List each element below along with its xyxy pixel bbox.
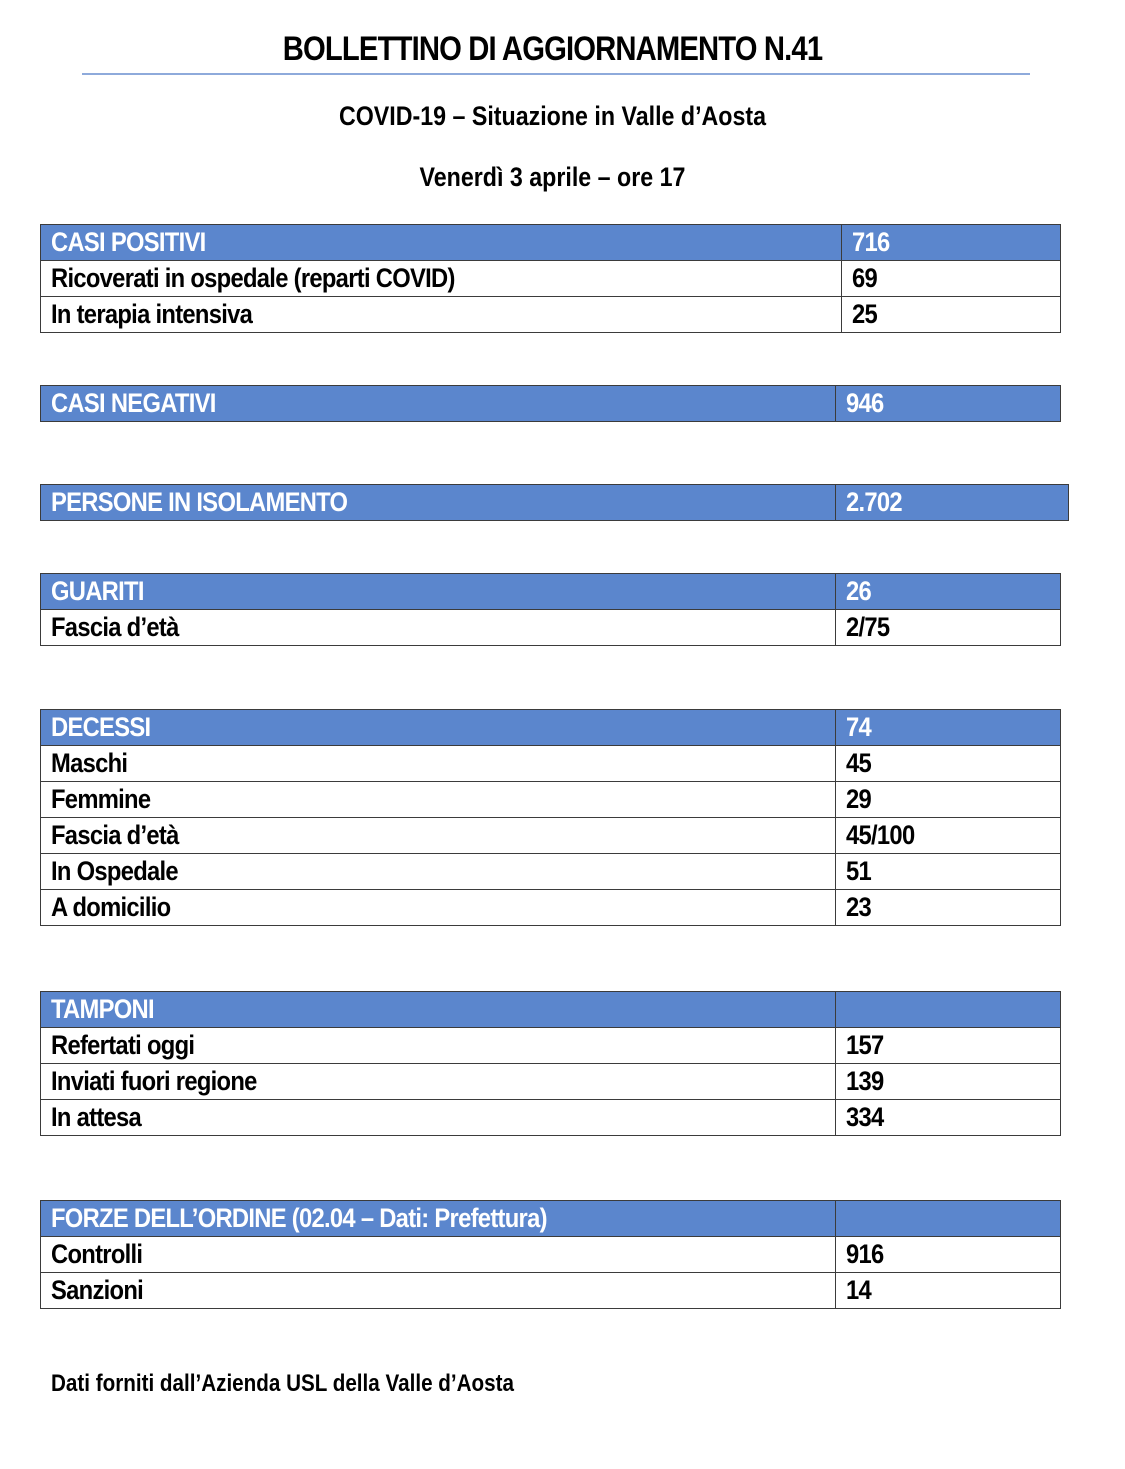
row-label: Ricoverati in ospedale (reparti COVID) bbox=[41, 261, 842, 297]
row-value: 14 bbox=[836, 1273, 1061, 1309]
table-casi-negativi bbox=[40, 385, 1061, 422]
header-label: DECESSI bbox=[41, 710, 836, 746]
header-value bbox=[836, 1201, 1061, 1237]
table-row bbox=[41, 261, 1061, 297]
row-label: Fascia d’età bbox=[41, 610, 836, 646]
header-label: PERSONE IN ISOLAMENTO bbox=[41, 485, 836, 521]
row-value: 23 bbox=[836, 890, 1061, 926]
table-row bbox=[41, 782, 1061, 818]
row-value: 45 bbox=[836, 746, 1061, 782]
table-casi-positivi bbox=[40, 224, 1061, 333]
table-row bbox=[41, 297, 1061, 333]
table-row bbox=[41, 1273, 1061, 1309]
table-row bbox=[41, 746, 1061, 782]
bulletin-title: BOLLETTINO DI AGGIORNAMENTO N.41 bbox=[282, 30, 823, 68]
bulletin-date: Venerdì 3 aprile – ore 17 bbox=[419, 162, 686, 192]
row-value: 139 bbox=[836, 1064, 1061, 1100]
row-label: Refertati oggi bbox=[41, 1028, 836, 1064]
row-value: 29 bbox=[836, 782, 1061, 818]
table-row bbox=[41, 890, 1061, 926]
row-value: 916 bbox=[836, 1237, 1061, 1273]
table-row bbox=[41, 1064, 1061, 1100]
row-value: 2/75 bbox=[836, 610, 1061, 646]
table-header-row bbox=[41, 485, 1069, 521]
table-decessi bbox=[40, 709, 1061, 926]
header-label: TAMPONI bbox=[41, 992, 836, 1028]
table-forze-ordine bbox=[40, 1200, 1061, 1309]
header-label: CASI NEGATIVI bbox=[41, 386, 836, 422]
header-label: CASI POSITIVI bbox=[41, 225, 842, 261]
row-label: Femmine bbox=[41, 782, 836, 818]
table-guariti bbox=[40, 573, 1061, 646]
row-value: 157 bbox=[836, 1028, 1061, 1064]
header-value: 716 bbox=[842, 225, 1061, 261]
table-row bbox=[41, 1237, 1061, 1273]
table-row bbox=[41, 818, 1061, 854]
header-value: 946 bbox=[836, 386, 1061, 422]
table-header-row bbox=[41, 386, 1061, 422]
row-label: Sanzioni bbox=[41, 1273, 836, 1309]
table-row bbox=[41, 854, 1061, 890]
table-header-row bbox=[41, 225, 1061, 261]
title-underline bbox=[82, 73, 1030, 75]
table-header-row bbox=[41, 1201, 1061, 1237]
row-value: 51 bbox=[836, 854, 1061, 890]
row-label: Controlli bbox=[41, 1237, 836, 1273]
bulletin-subtitle: COVID-19 – Situazione in Valle d’Aosta bbox=[338, 101, 767, 131]
table-header-row bbox=[41, 710, 1061, 746]
row-label: A domicilio bbox=[41, 890, 836, 926]
table-tamponi bbox=[40, 991, 1061, 1136]
row-label: Inviati fuori regione bbox=[41, 1064, 836, 1100]
row-label: Maschi bbox=[41, 746, 836, 782]
row-value: 334 bbox=[836, 1100, 1061, 1136]
header-value: 2.702 bbox=[836, 485, 1069, 521]
header-value: 26 bbox=[836, 574, 1061, 610]
row-value: 25 bbox=[842, 297, 1061, 333]
table-persone-isolamento bbox=[40, 484, 1069, 521]
header-label: GUARITI bbox=[41, 574, 836, 610]
row-label: In Ospedale bbox=[41, 854, 836, 890]
row-value: 69 bbox=[842, 261, 1061, 297]
row-label: In attesa bbox=[41, 1100, 836, 1136]
header-label: FORZE DELL’ORDINE (02.04 – Dati: Prefettura) bbox=[41, 1201, 836, 1237]
header-value: 74 bbox=[836, 710, 1061, 746]
source-note: Dati forniti dall’Azienda USL della Valle d’Aosta bbox=[51, 1370, 514, 1397]
table-row bbox=[41, 1028, 1061, 1064]
table-header-row bbox=[41, 992, 1061, 1028]
table-header-row bbox=[41, 574, 1061, 610]
table-row bbox=[41, 610, 1061, 646]
table-row bbox=[41, 1100, 1061, 1136]
row-label: In terapia intensiva bbox=[41, 297, 842, 333]
header-value bbox=[836, 992, 1061, 1028]
row-label: Fascia d’età bbox=[41, 818, 836, 854]
row-value: 45/100 bbox=[836, 818, 1061, 854]
